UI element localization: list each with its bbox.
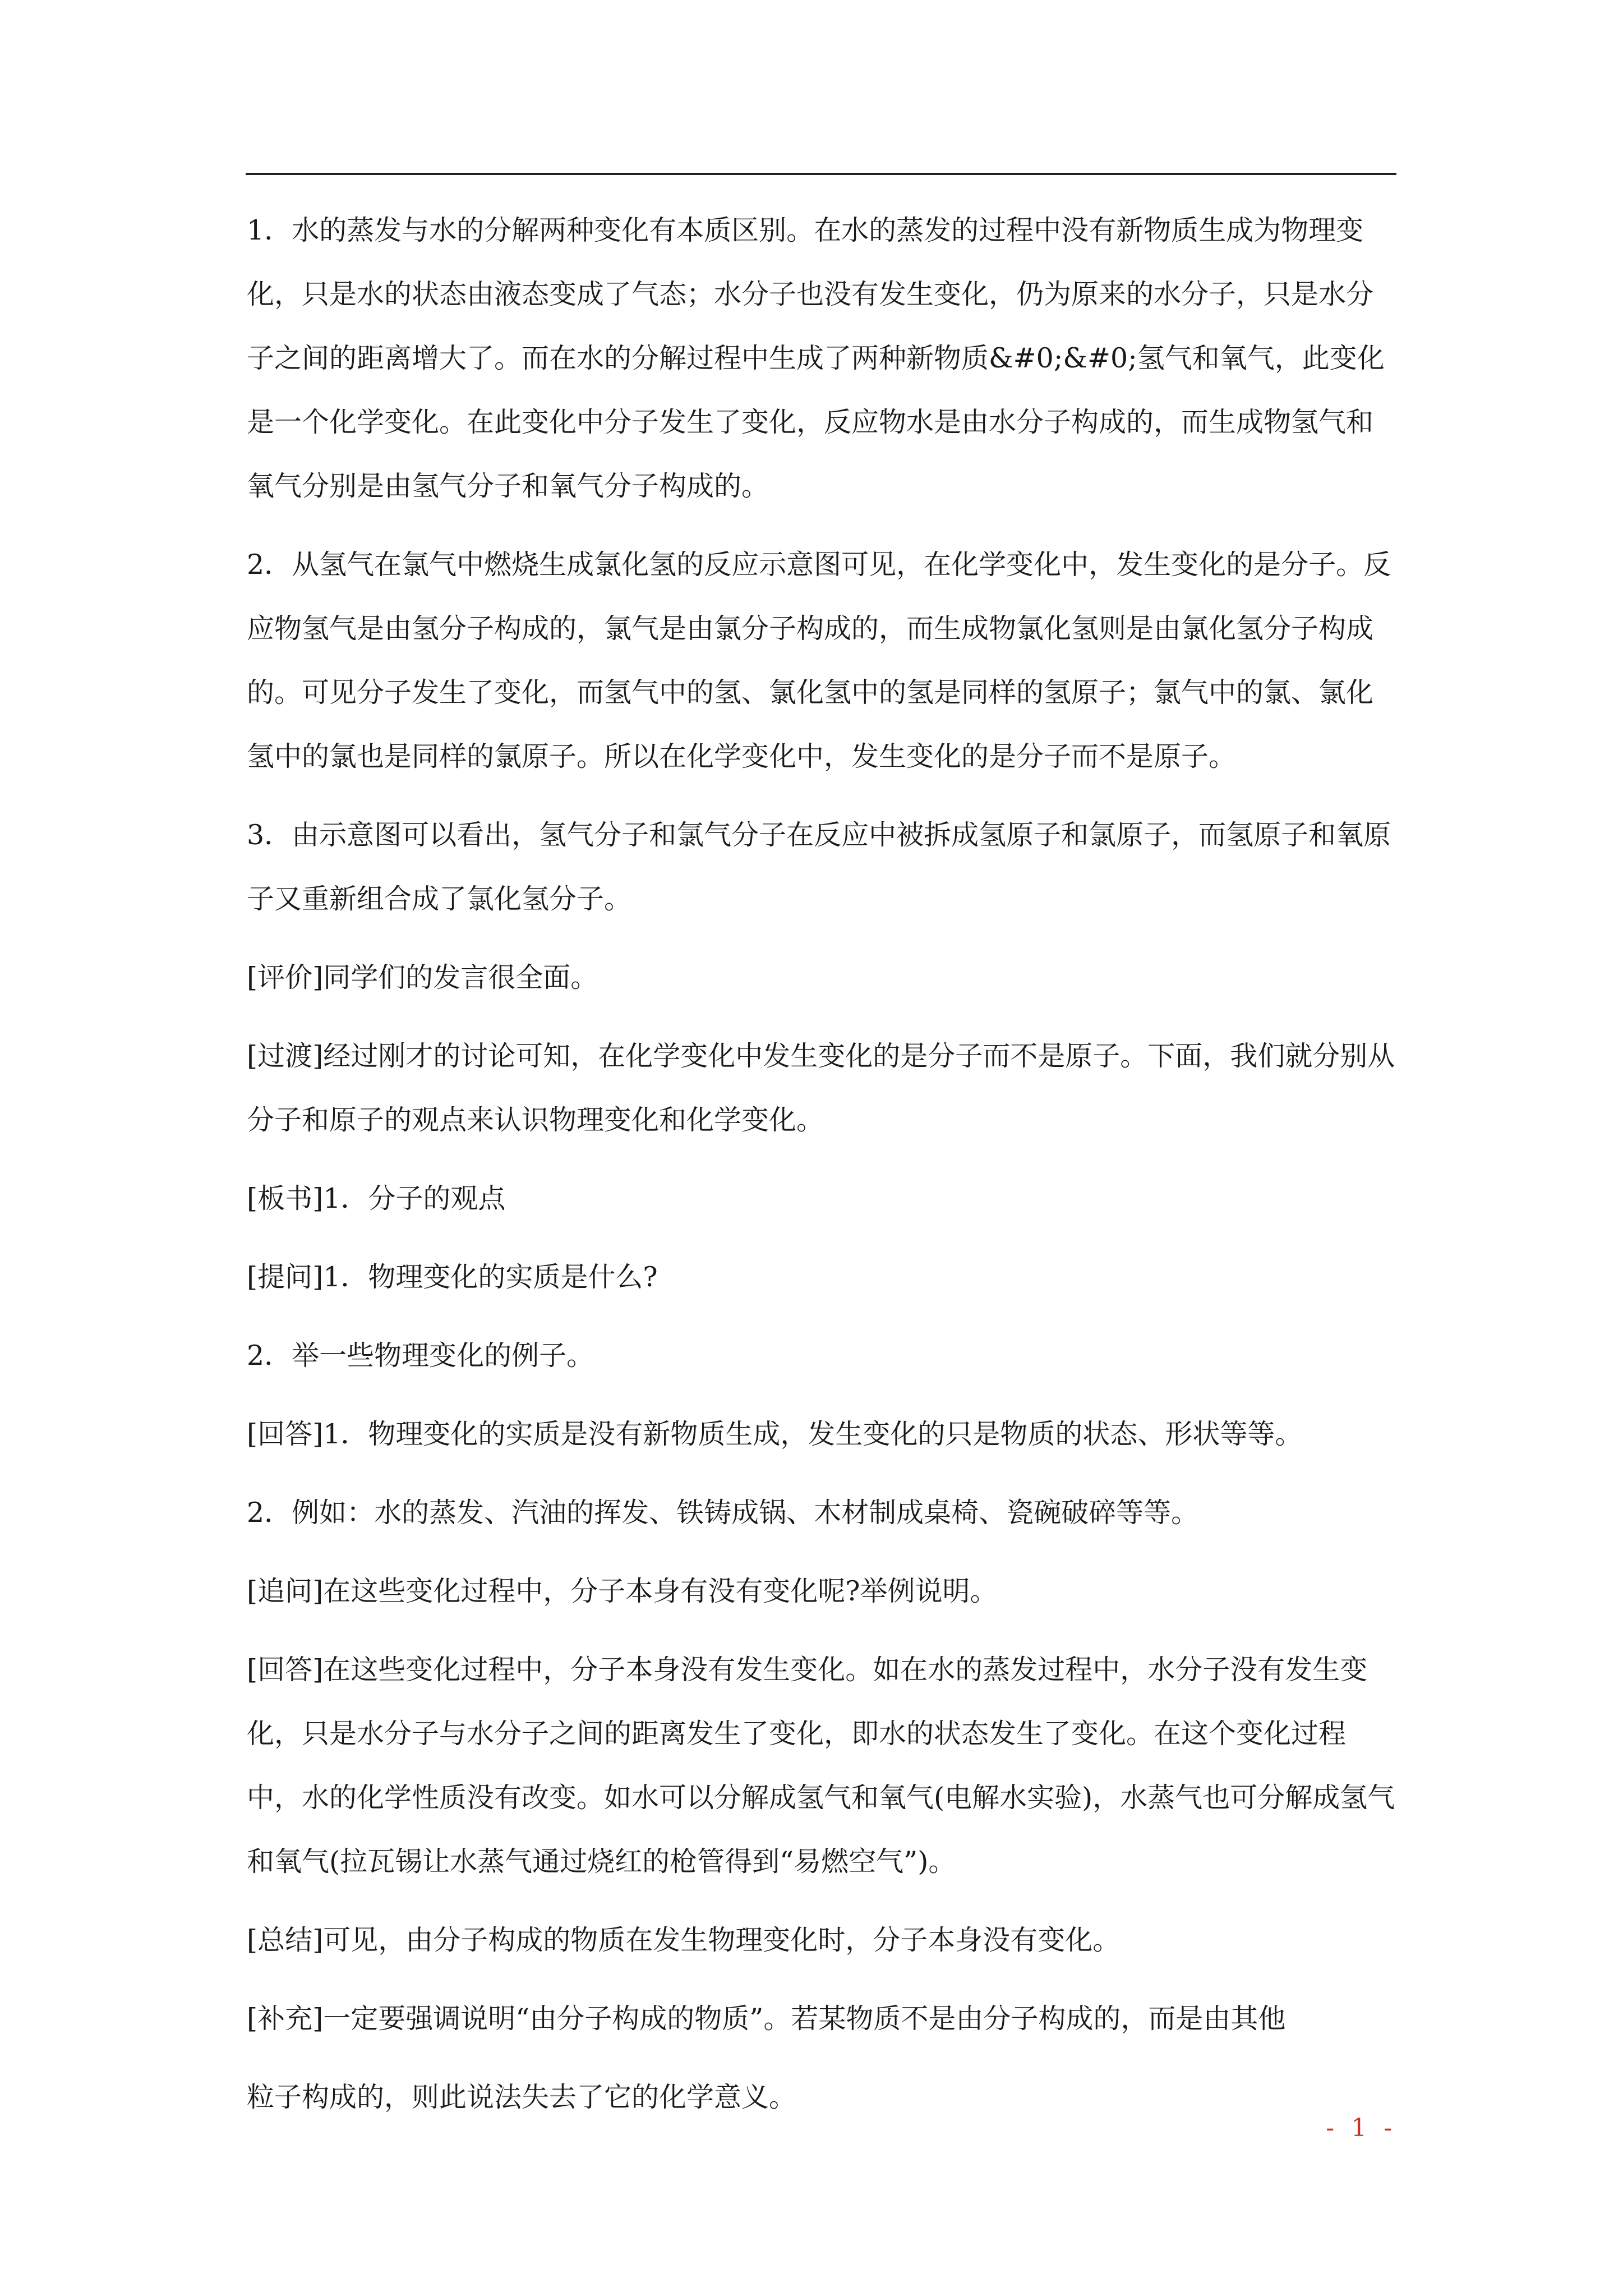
paragraph-follow-up: [追问]在这些变化过程中，分子本身有没有变化呢?举例说明。 — [247, 1575, 998, 1607]
paragraph-supplement: [补充]一定要强调说明“由分子构成的物质”。若某物质不是由分子构成的，而是由其他 — [247, 2003, 1286, 2035]
header-rule — [246, 173, 1396, 175]
paragraph-question-2: 2．举一些物理变化的例子。 — [247, 1340, 594, 1372]
paragraph-transition: [过渡]经过刚才的讨论可知，在化学变化中发生变化的是分子而不是原子。下面，我们就分别从分子和原子的观点来认识物理变化和化学变化。 — [247, 1040, 1395, 1136]
paragraph-answer-2: 2．例如：水的蒸发、汽油的挥发、铁铸成锅、木材制成桌椅、瓷碗破碎等等。 — [247, 1497, 1199, 1529]
paragraph-answer-3: [回答]在这些变化过程中，分子本身没有发生变化。如在水的蒸发过程中，水分子没有发生变化，只是水分子与水分子之间的距离发生了变化，即水的状态发生了变化。在这个变化过程中，水的化学性质没有改变。如水可以分解成氢气和氧气(电解水实验)，水蒸气也可分解成氢气和氧气(拉瓦锡让水蒸气通过烧红的枪管得到“易燃空气”)。 — [247, 1654, 1395, 1878]
paragraph-2: 2．从氢气在氯气中燃烧生成氯化氢的反应示意图可见，在化学变化中，发生变化的是分子。反应物氢气是由氢分子构成的，氯气是由氯分子构成的，而生成物氯化氢则是由氯化氢分子构成的。可见分子发生了变化，而氢气中的氢、氯化氢中的氢是同样的氢原子；氯气中的氯、氯化氢中的氯也是同样的氯原子。所以在化学变化中，发生变化的是分子而不是原子。 — [247, 549, 1391, 772]
paragraph-3: 3．由示意图可以看出，氢气分子和氯气分子在反应中被拆成氢原子和氯原子，而氢原子和氧原子又重新组合成了氯化氢分子。 — [247, 819, 1391, 915]
page-number: - 1 - — [1326, 2114, 1396, 2142]
paragraph-question: [提问]1．物理变化的实质是什么? — [247, 1261, 658, 1293]
document-body — [247, 199, 1396, 2129]
paragraph-evaluation: [评价]同学们的发言很全面。 — [247, 961, 598, 993]
paragraph-1: 1．水的蒸发与水的分解两种变化有本质区别。在水的蒸发的过程中没有新物质生成为物理变化，只是水的状态由液态变成了气态；水分子也没有发生变化，仍为原来的水分子，只是水分子之间的距离增大了。而在水的分解过程中生成了两种新物质&#0;&#0;氢气和氧气，此变化是一个化学变化。在此变化中分子发生了变化，反应物水是由水分子构成的，而生成物氢气和氧气分别是由氢气分子和氧气分子构成的。 — [247, 214, 1385, 502]
paragraph-supplement-continued: 粒子构成的，则此说法失去了它的化学意义。 — [247, 2081, 797, 2113]
paragraph-summary: [总结]可见，由分子构成的物质在发生物理变化时，分子本身没有变化。 — [247, 1924, 1121, 1956]
paragraph-answer: [回答]1．物理变化的实质是没有新物质生成，发生变化的只是物质的状态、形状等等。 — [247, 1418, 1303, 1450]
paragraph-blackboard: [板书]1．分子的观点 — [247, 1182, 506, 1214]
